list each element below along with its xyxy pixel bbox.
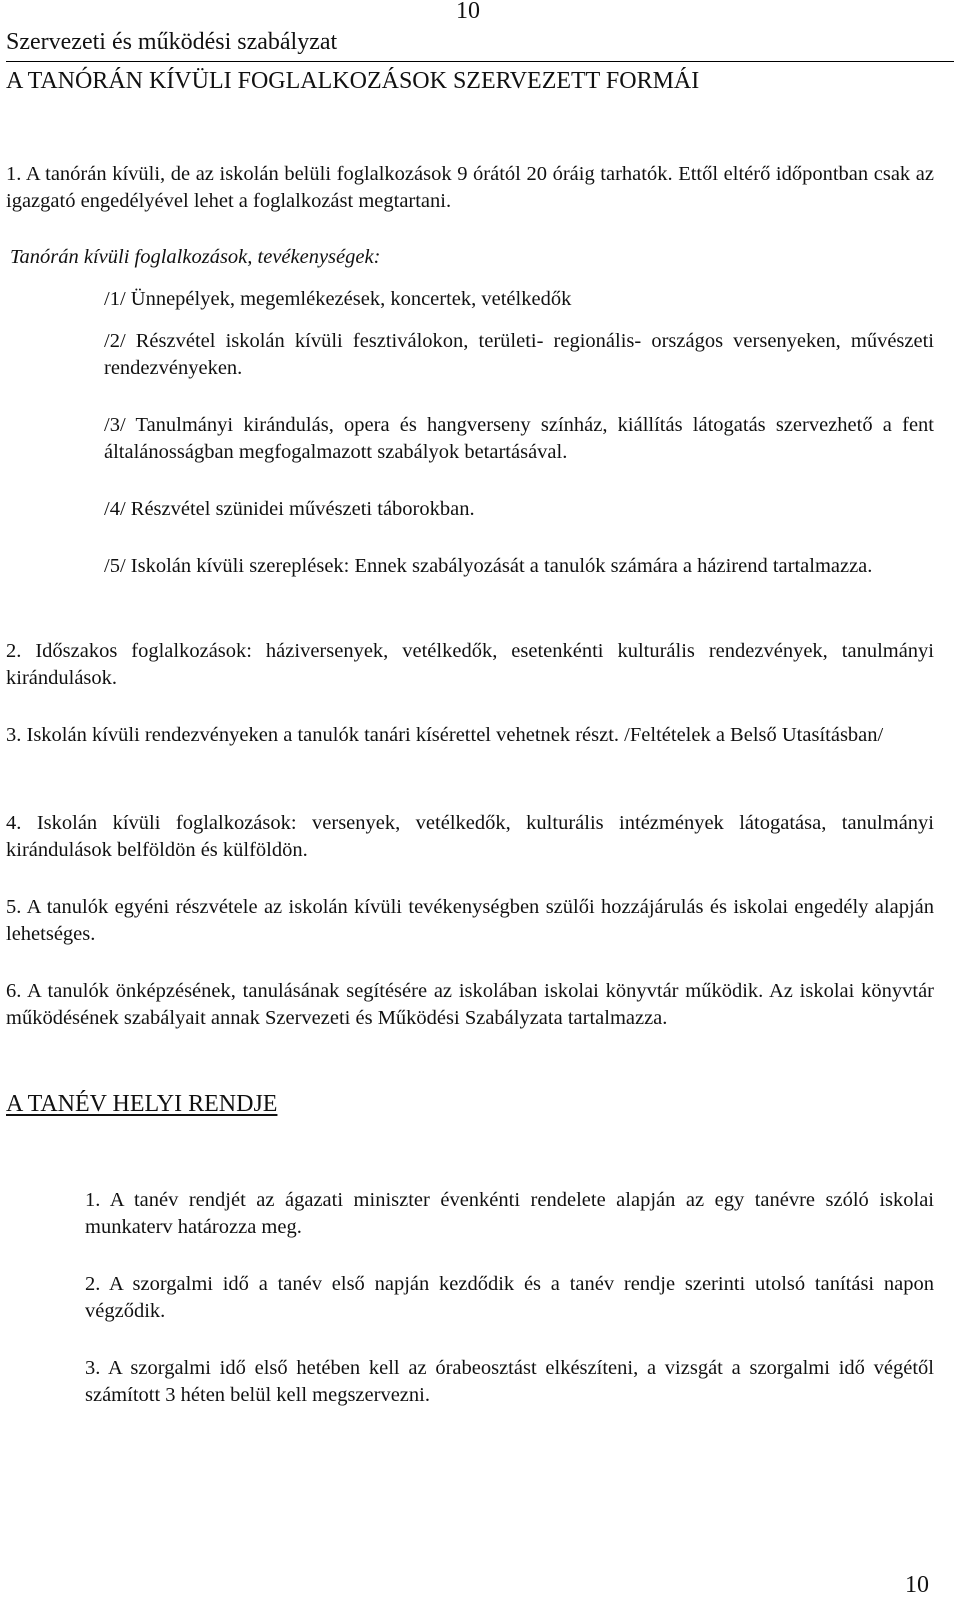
activities-heading: Tanórán kívüli foglalkozások, tevékenységek: [10, 246, 381, 268]
footer-page-number: 10 [905, 1572, 929, 1598]
section-title-extracurricular: A TANÓRÁN KÍVÜLI FOGLALKOZÁSOK SZERVEZETT FORMÁI [6, 68, 700, 94]
school-year-paragraph-1: 1. A tanév rendjét az ágazati miniszter évenkénti rendelete alapján az egy tanévre szóló iskolai munkaterv határozza meg. [85, 1189, 934, 1238]
document-header-title: Szervezeti és működési szabályzat [6, 29, 338, 55]
activity-item-4: /4/ Részvétel szünidei művészeti táborokban. [104, 498, 475, 520]
paragraph-3: 3. Iskolán kívüli rendezvényeken a tanulók tanári kísérettel vehetnek részt. /Feltételek a Belső Utasításban/ [6, 724, 884, 746]
activity-item-3: /3/ Tanulmányi kirándulás, opera és hangverseny színház, kiállítás látogatás szervezhető a fent általánosságban megfogalmazott szabályok betartásával. [104, 414, 934, 463]
paragraph-5: 5. A tanulók egyéni részvétele az iskolán kívüli tevékenységben szülői hozzájárulás és iskolai engedély alapján lehetséges. [6, 896, 934, 945]
paragraph-6: 6. A tanulók önképzésének, tanulásának segítésére az iskolában iskolai könyvtár működik. Az iskolai könyvtár működésének szabályait annak Szervezeti és Működési Szabályzata tartalmazza. [6, 980, 934, 1029]
activity-item-2: /2/ Részvétel iskolán kívüli fesztiválokon, területi- regionális- országos versenyeken, művészeti rendezvényeken. [104, 330, 934, 379]
activity-item-5: /5/ Iskolán kívüli szereplések: Ennek szabályozását a tanulók számára a házirend tartalmazza. [104, 555, 873, 577]
activity-item-1: /1/ Ünnepélyek, megemlékezések, koncertek, vetélkedők [104, 288, 572, 310]
school-year-paragraph-3: 3. A szorgalmi idő első hetében kell az órabeosztást elkészíteni, a vizsgát a szorgalmi idő végétől számított 3 héten belül kell megszervezni. [85, 1357, 934, 1406]
paragraph-1: 1. A tanórán kívüli, de az iskolán belüli foglalkozások 9 órától 20 óráig tarhatók. Ettől eltérő időpontban csak az igazgató engedélyével lehet a foglalkozást megtartani. [6, 163, 934, 212]
paragraph-2: 2. Időszakos foglalkozások: háziversenyek, vetélkedők, esetenkénti kulturális rendezvények, tanulmányi kirándulások. [6, 640, 934, 689]
header-divider [6, 61, 954, 62]
paragraph-4: 4. Iskolán kívüli foglalkozások: versenyek, vetélkedők, kulturális intézmények látogatása, tanulmányi kirándulások belföldön és külföldön. [6, 812, 934, 861]
header-page-number: 10 [456, 0, 480, 24]
section-title-school-year: A TANÉV HELYI RENDJE [6, 1091, 278, 1117]
school-year-paragraph-2: 2. A szorgalmi idő a tanév első napján kezdődik és a tanév rendje szerinti utolsó tanítási napon végződik. [85, 1273, 934, 1322]
